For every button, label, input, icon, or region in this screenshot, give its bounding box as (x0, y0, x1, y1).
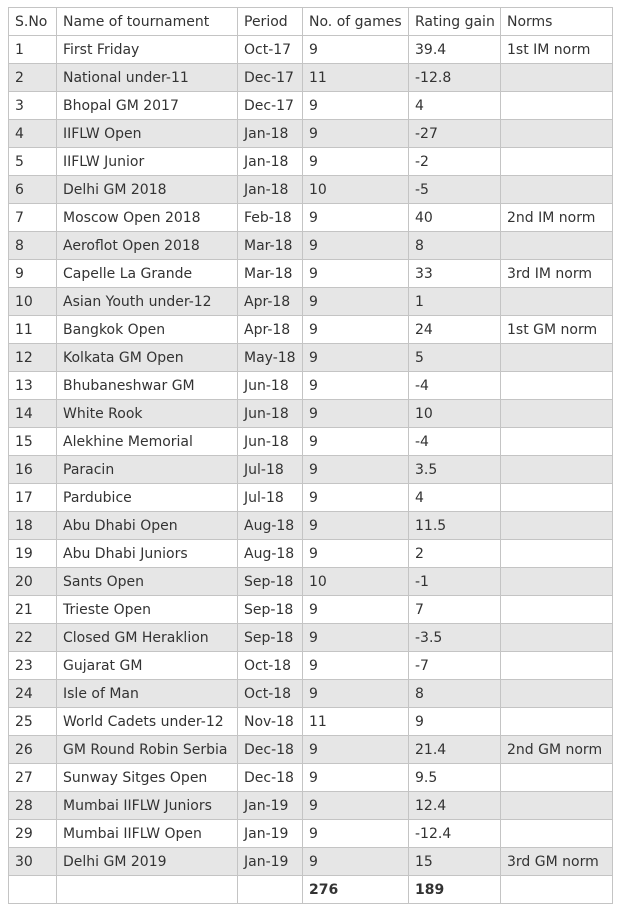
cell-rating-gain: -12.8 (409, 64, 501, 92)
cell-tournament-name: Delhi GM 2018 (57, 176, 238, 204)
cell-norms (501, 428, 613, 456)
cell-games: 9 (303, 484, 409, 512)
cell-sno: 14 (9, 400, 57, 428)
cell-tournament-name: Bhopal GM 2017 (57, 92, 238, 120)
table-row (9, 288, 613, 316)
cell-sno: 16 (9, 456, 57, 484)
cell-rating-gain: -7 (409, 652, 501, 680)
cell-period: Sep-18 (238, 568, 303, 596)
cell-sno: 12 (9, 344, 57, 372)
cell-games: 9 (303, 288, 409, 316)
table-row (9, 92, 613, 120)
table-row (9, 176, 613, 204)
cell-period: Jul-18 (238, 456, 303, 484)
cell-norms: 2nd IM norm (501, 204, 613, 232)
table-row (9, 540, 613, 568)
table-row (9, 484, 613, 512)
cell-games: 9 (303, 456, 409, 484)
cell-period: Jun-18 (238, 372, 303, 400)
cell-period: Dec-18 (238, 764, 303, 792)
table-row (9, 400, 613, 428)
cell-rating-gain: 9.5 (409, 764, 501, 792)
cell-tournament-name: Sants Open (57, 568, 238, 596)
cell-norms: 3rd GM norm (501, 848, 613, 876)
cell-period: Jan-18 (238, 120, 303, 148)
cell-norms (501, 372, 613, 400)
cell-rating-gain: 8 (409, 232, 501, 260)
cell-games: 9 (303, 260, 409, 288)
table-row (9, 512, 613, 540)
header-tournament-name: Name of tournament (57, 8, 238, 36)
header-rating-gain: Rating gain (409, 8, 501, 36)
cell-games: 9 (303, 316, 409, 344)
cell-tournament-name: National under-11 (57, 64, 238, 92)
table-row (9, 316, 613, 344)
cell-sno: 6 (9, 176, 57, 204)
cell-rating-gain: 24 (409, 316, 501, 344)
cell-rating-gain: 1 (409, 288, 501, 316)
cell-games: 9 (303, 624, 409, 652)
cell-period: Oct-17 (238, 36, 303, 64)
cell-tournament-name: Bhubaneshwar GM (57, 372, 238, 400)
cell-sno: 3 (9, 92, 57, 120)
table-row (9, 848, 613, 876)
cell-norms: 1st GM norm (501, 316, 613, 344)
totals-norms-cell (501, 876, 613, 904)
cell-tournament-name: Alekhine Memorial (57, 428, 238, 456)
cell-sno: 7 (9, 204, 57, 232)
cell-rating-gain: 21.4 (409, 736, 501, 764)
cell-norms (501, 540, 613, 568)
cell-sno: 8 (9, 232, 57, 260)
cell-sno: 1 (9, 36, 57, 64)
cell-games: 9 (303, 540, 409, 568)
cell-norms (501, 568, 613, 596)
cell-games: 9 (303, 820, 409, 848)
cell-rating-gain: 39.4 (409, 36, 501, 64)
cell-period: Sep-18 (238, 596, 303, 624)
cell-games: 9 (303, 36, 409, 64)
cell-norms (501, 820, 613, 848)
table-row (9, 64, 613, 92)
table-row (9, 148, 613, 176)
cell-norms (501, 708, 613, 736)
cell-period: Dec-17 (238, 92, 303, 120)
cell-games: 9 (303, 92, 409, 120)
cell-rating-gain: 33 (409, 260, 501, 288)
cell-norms (501, 652, 613, 680)
cell-norms (501, 120, 613, 148)
table-row (9, 792, 613, 820)
total-games: 276 (303, 876, 409, 904)
table-row (9, 568, 613, 596)
cell-rating-gain: -5 (409, 176, 501, 204)
cell-tournament-name: World Cadets under-12 (57, 708, 238, 736)
header-period: Period (238, 8, 303, 36)
cell-rating-gain: -4 (409, 372, 501, 400)
cell-tournament-name: Trieste Open (57, 596, 238, 624)
cell-norms (501, 596, 613, 624)
table-footer (9, 876, 613, 904)
cell-period: May-18 (238, 344, 303, 372)
cell-sno: 22 (9, 624, 57, 652)
cell-rating-gain: 4 (409, 484, 501, 512)
totals-period-cell (238, 876, 303, 904)
cell-sno: 11 (9, 316, 57, 344)
cell-sno: 4 (9, 120, 57, 148)
cell-norms (501, 764, 613, 792)
cell-rating-gain: -1 (409, 568, 501, 596)
cell-tournament-name: Mumbai IIFLW Juniors (57, 792, 238, 820)
cell-norms: 1st IM norm (501, 36, 613, 64)
cell-period: Dec-18 (238, 736, 303, 764)
table-row (9, 36, 613, 64)
cell-tournament-name: Capelle La Grande (57, 260, 238, 288)
header-sno: S.No (9, 8, 57, 36)
cell-period: Oct-18 (238, 680, 303, 708)
cell-rating-gain: 40 (409, 204, 501, 232)
cell-tournament-name: IIFLW Junior (57, 148, 238, 176)
table-row (9, 680, 613, 708)
cell-tournament-name: Kolkata GM Open (57, 344, 238, 372)
cell-games: 9 (303, 148, 409, 176)
totals-name-cell (57, 876, 238, 904)
cell-sno: 27 (9, 764, 57, 792)
cell-period: Feb-18 (238, 204, 303, 232)
cell-period: Aug-18 (238, 540, 303, 568)
cell-norms (501, 148, 613, 176)
cell-tournament-name: Abu Dhabi Open (57, 512, 238, 540)
cell-period: Jun-18 (238, 428, 303, 456)
header-norms: Norms (501, 8, 613, 36)
table-row (9, 708, 613, 736)
cell-period: Jan-19 (238, 792, 303, 820)
cell-tournament-name: Closed GM Heraklion (57, 624, 238, 652)
cell-period: Apr-18 (238, 316, 303, 344)
cell-games: 11 (303, 64, 409, 92)
cell-rating-gain: -12.4 (409, 820, 501, 848)
cell-norms (501, 512, 613, 540)
cell-period: Nov-18 (238, 708, 303, 736)
table-row (9, 428, 613, 456)
cell-sno: 15 (9, 428, 57, 456)
cell-sno: 29 (9, 820, 57, 848)
cell-rating-gain: 11.5 (409, 512, 501, 540)
cell-norms: 3rd IM norm (501, 260, 613, 288)
cell-rating-gain: -2 (409, 148, 501, 176)
cell-sno: 30 (9, 848, 57, 876)
cell-tournament-name: Gujarat GM (57, 652, 238, 680)
cell-norms (501, 400, 613, 428)
cell-sno: 17 (9, 484, 57, 512)
header-games: No. of games (303, 8, 409, 36)
cell-norms (501, 344, 613, 372)
cell-sno: 18 (9, 512, 57, 540)
cell-sno: 19 (9, 540, 57, 568)
table-row (9, 736, 613, 764)
cell-rating-gain: 8 (409, 680, 501, 708)
cell-games: 9 (303, 344, 409, 372)
cell-tournament-name: Sunway Sitges Open (57, 764, 238, 792)
table-row (9, 456, 613, 484)
cell-games: 9 (303, 680, 409, 708)
cell-sno: 28 (9, 792, 57, 820)
cell-rating-gain: 3.5 (409, 456, 501, 484)
table-row (9, 344, 613, 372)
cell-sno: 24 (9, 680, 57, 708)
cell-sno: 21 (9, 596, 57, 624)
table-row (9, 652, 613, 680)
cell-tournament-name: Bangkok Open (57, 316, 238, 344)
table-row (9, 624, 613, 652)
cell-tournament-name: GM Round Robin Serbia (57, 736, 238, 764)
cell-norms (501, 484, 613, 512)
table-row (9, 372, 613, 400)
table-row (9, 204, 613, 232)
cell-period: Jan-18 (238, 176, 303, 204)
cell-tournament-name: White Rook (57, 400, 238, 428)
cell-sno: 5 (9, 148, 57, 176)
cell-tournament-name: Pardubice (57, 484, 238, 512)
cell-games: 9 (303, 232, 409, 260)
cell-period: Jan-18 (238, 148, 303, 176)
cell-games: 9 (303, 204, 409, 232)
table-container (8, 7, 613, 904)
table-row (9, 260, 613, 288)
total-rating-gain: 189 (409, 876, 501, 904)
cell-sno: 20 (9, 568, 57, 596)
cell-tournament-name: First Friday (57, 36, 238, 64)
cell-rating-gain: 12.4 (409, 792, 501, 820)
cell-period: Mar-18 (238, 232, 303, 260)
cell-games: 9 (303, 736, 409, 764)
cell-period: Aug-18 (238, 512, 303, 540)
cell-games: 10 (303, 176, 409, 204)
cell-games: 9 (303, 400, 409, 428)
table-row (9, 596, 613, 624)
cell-norms (501, 680, 613, 708)
cell-period: Oct-18 (238, 652, 303, 680)
table-row (9, 764, 613, 792)
cell-rating-gain: -4 (409, 428, 501, 456)
totals-row (9, 876, 613, 904)
cell-games: 9 (303, 512, 409, 540)
cell-period: Sep-18 (238, 624, 303, 652)
cell-norms (501, 792, 613, 820)
cell-norms: 2nd GM norm (501, 736, 613, 764)
cell-period: Jul-18 (238, 484, 303, 512)
cell-norms (501, 288, 613, 316)
cell-games: 9 (303, 596, 409, 624)
cell-sno: 2 (9, 64, 57, 92)
cell-rating-gain: 10 (409, 400, 501, 428)
cell-sno: 9 (9, 260, 57, 288)
table-row (9, 820, 613, 848)
cell-period: Apr-18 (238, 288, 303, 316)
cell-tournament-name: IIFLW Open (57, 120, 238, 148)
cell-games: 9 (303, 764, 409, 792)
cell-rating-gain: 4 (409, 92, 501, 120)
cell-norms (501, 624, 613, 652)
cell-period: Jan-19 (238, 848, 303, 876)
cell-norms (501, 232, 613, 260)
table-body (9, 36, 613, 876)
cell-rating-gain: -3.5 (409, 624, 501, 652)
cell-sno: 23 (9, 652, 57, 680)
cell-period: Dec-17 (238, 64, 303, 92)
cell-tournament-name: Delhi GM 2019 (57, 848, 238, 876)
cell-sno: 26 (9, 736, 57, 764)
table-row (9, 120, 613, 148)
cell-tournament-name: Mumbai IIFLW Open (57, 820, 238, 848)
cell-games: 9 (303, 652, 409, 680)
cell-rating-gain: 15 (409, 848, 501, 876)
table-row (9, 232, 613, 260)
cell-norms (501, 456, 613, 484)
cell-norms (501, 176, 613, 204)
cell-tournament-name: Aeroflot Open 2018 (57, 232, 238, 260)
cell-rating-gain: 2 (409, 540, 501, 568)
cell-games: 9 (303, 848, 409, 876)
table-header (9, 8, 613, 36)
tournament-table (8, 7, 613, 904)
cell-norms (501, 64, 613, 92)
cell-tournament-name: Moscow Open 2018 (57, 204, 238, 232)
cell-norms (501, 92, 613, 120)
cell-tournament-name: Paracin (57, 456, 238, 484)
cell-rating-gain: -27 (409, 120, 501, 148)
cell-rating-gain: 5 (409, 344, 501, 372)
cell-period: Jun-18 (238, 400, 303, 428)
cell-tournament-name: Isle of Man (57, 680, 238, 708)
cell-games: 9 (303, 428, 409, 456)
cell-games: 9 (303, 792, 409, 820)
header-row (9, 8, 613, 36)
cell-sno: 10 (9, 288, 57, 316)
cell-games: 9 (303, 372, 409, 400)
cell-period: Jan-19 (238, 820, 303, 848)
cell-games: 11 (303, 708, 409, 736)
cell-games: 9 (303, 120, 409, 148)
cell-tournament-name: Abu Dhabi Juniors (57, 540, 238, 568)
cell-period: Mar-18 (238, 260, 303, 288)
cell-rating-gain: 9 (409, 708, 501, 736)
cell-sno: 13 (9, 372, 57, 400)
cell-games: 10 (303, 568, 409, 596)
cell-sno: 25 (9, 708, 57, 736)
cell-rating-gain: 7 (409, 596, 501, 624)
cell-tournament-name: Asian Youth under-12 (57, 288, 238, 316)
totals-sno-cell (9, 876, 57, 904)
